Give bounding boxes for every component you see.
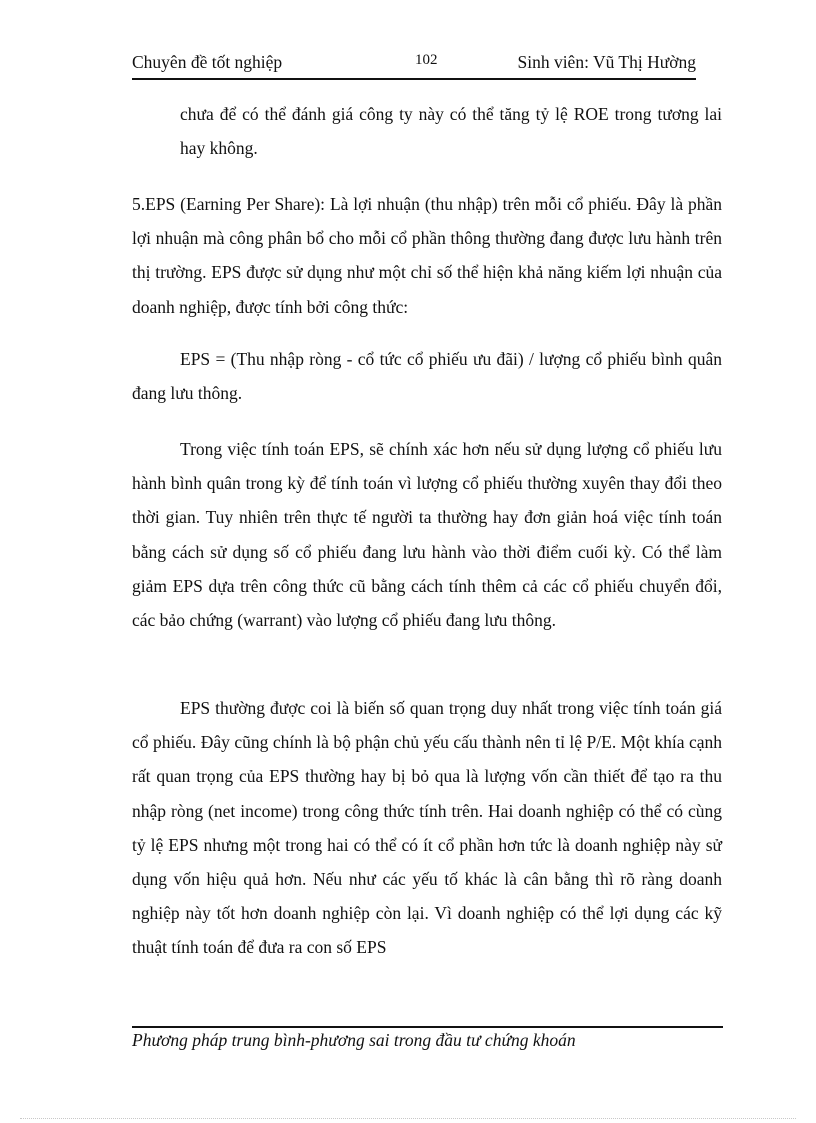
page-edge-divider <box>20 1118 796 1119</box>
header-student-name: Sinh viên: Vũ Thị Hường <box>517 52 696 72</box>
paragraph-eps-definition: 5.EPS (Earning Per Share): Là lợi nhuận (thu nhập) trên mỗi cổ phiếu. Đây là phần lợi nhuận mà công phân bổ cho mỗi cổ phần thông thường đang được lưu hành trên thị trường. EPS được sử dụng như một chỉ số thể hiện khả năng kiếm lợi nhuận của doanh nghiệp, được tính bởi công thức: <box>132 194 722 317</box>
page-number: 102 <box>415 52 438 68</box>
footer-divider <box>132 1026 723 1028</box>
paragraph-eps-formula: EPS = (Thu nhập ròng - cổ tức cổ phiếu ưu đãi) / lượng cổ phiếu bình quân đang lưu thông. <box>132 349 722 404</box>
paragraph-eps-importance: EPS thường được coi là biến số quan trọng duy nhất trong việc tính toán giá cổ phiếu. Đây cũng chính là bộ phận chủ yếu cấu thành nên tỉ lệ P/E. Một khía cạnh rất quan trọng của EPS thường hay bị bỏ qua là lượng vốn cần thiết để tạo ra thu nhập ròng (net income) trong công thức tính trên. Hai doanh nghiệp có thể có cùng tỷ lệ EPS nhưng một trong hai có thể có ít cổ phần hơn tức là doanh nghiệp này sử dụng vốn hiệu quả hơn. Nếu như các yếu tố khác là cân bằng thì rõ ràng doanh nghiệp này tốt hơn doanh nghiệp còn lại. Vì doanh nghiệp có thể lợi dụng các kỹ thuật tính toán để đưa ra con số EPS <box>132 698 722 958</box>
header-document-title: Chuyên đề tốt nghiệp <box>132 52 283 72</box>
page-footer: Phương pháp trung bình-phương sai trong đầu tư chứng khoán <box>132 1030 576 1050</box>
paragraph-roe-conclusion: chưa để có thể đánh giá công ty này có thể tăng tỷ lệ ROE trong tương lai hay không. <box>180 104 722 159</box>
page-header <box>132 50 696 80</box>
paragraph-eps-calculation: Trong việc tính toán EPS, sẽ chính xác hơn nếu sử dụng lượng cổ phiếu lưu hành bình quân trong kỳ để tính toán vì lượng cổ phiếu thường xuyên thay đổi theo thời gian. Tuy nhiên trên thực tế người ta thường hay đơn giản hoá việc tính toán bằng cách sử dụng số cổ phiếu đang lưu hành vào thời điểm cuối kỳ. Có thể làm giảm EPS dựa trên công thức cũ bằng cách tính thêm cả các cổ phiếu chuyển đổi, các bảo chứng (warrant) vào lượng cổ phiếu đang lưu thông. <box>132 439 722 631</box>
